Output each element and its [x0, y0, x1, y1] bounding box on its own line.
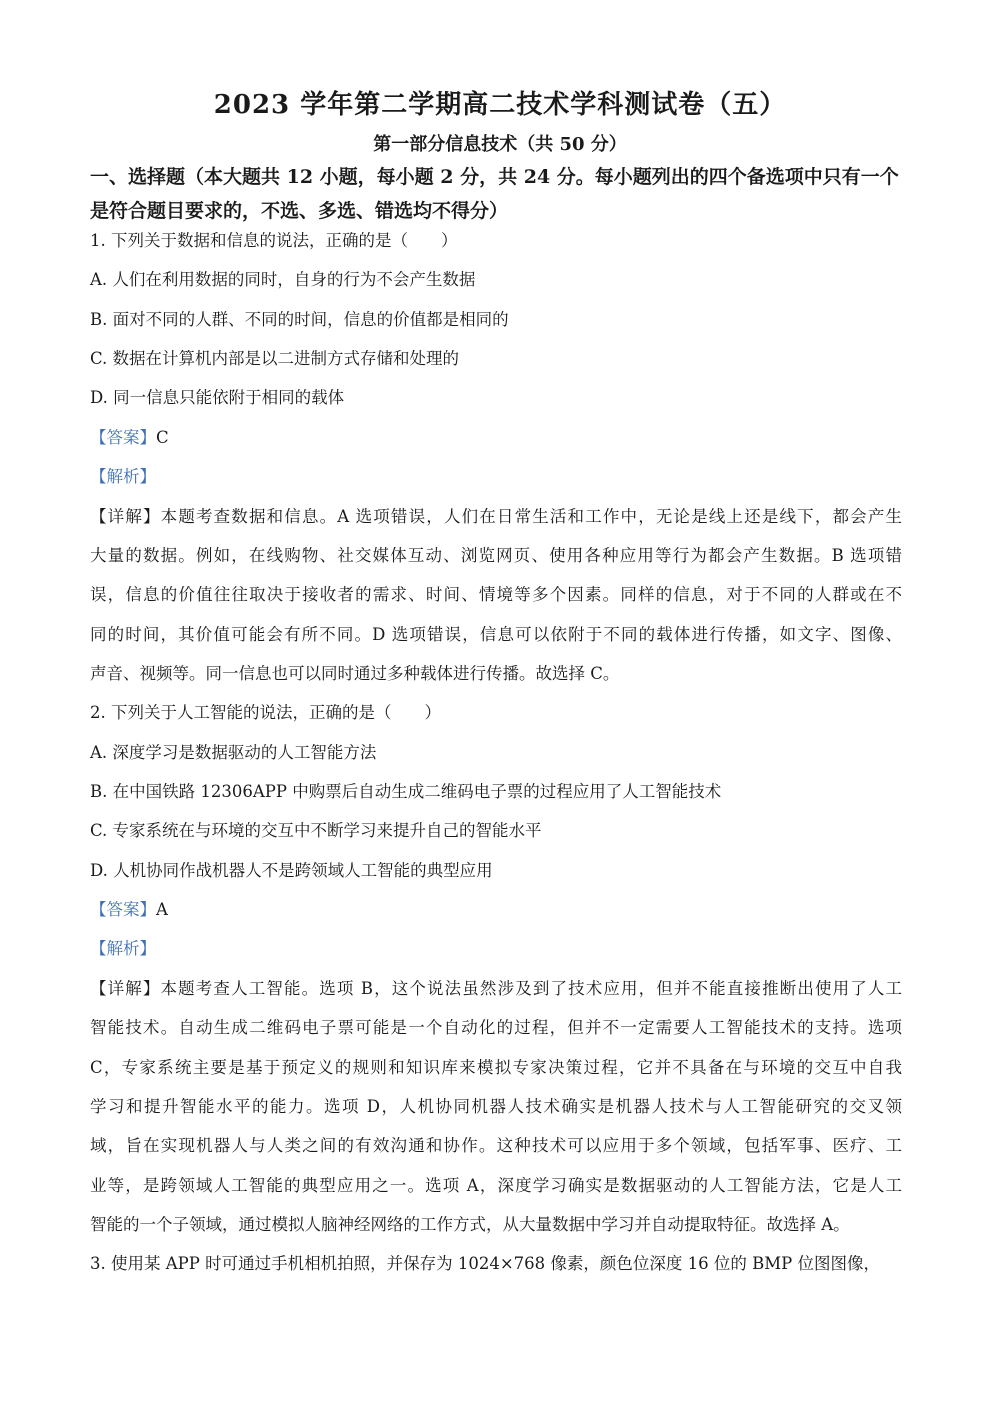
question-2-detail-line: 【详解】本题考查人工智能。选项 B，这个说法虽然涉及到了技术应用，但并不能直接推断出使用了人工 — [90, 979, 902, 998]
section-heading: 一、选择题（本大题共 12 小题，每小题 2 分，共 24 分。每小题列出的四个备选项中只有一个是符合题目要求的，不选、多选、错选均不得分） — [90, 166, 899, 222]
answer-value: A — [156, 900, 168, 919]
question-1-analysis-tag: 【解析】 — [90, 467, 156, 486]
question-1-answer — [90, 427, 169, 449]
part-subtitle: 第一部分信息技术（共 50 分） — [373, 134, 627, 155]
question-2-detail-line: 智能的一个子领域，通过模拟人脑神经网络的工作方式，从大量数据中学习并自动提取特征。故选择 A。 — [90, 1215, 850, 1234]
question-2-option-c: C. 专家系统在与环境的交互中不断学习来提升自己的智能水平 — [90, 821, 542, 840]
question-1-detail-line: 同的时间，其价值可能会有所不同。D 选项错误，信息可以依附于不同的载体进行传播，如文字、图像、 — [90, 625, 902, 644]
question-2-option-a: A. 深度学习是数据驱动的人工智能方法 — [90, 743, 377, 762]
question-1-option-d: D. 同一信息只能依附于相同的载体 — [90, 388, 345, 407]
exam-title: 2023 学年第二学期高二技术学科测试卷（五） — [213, 90, 787, 120]
question-2-detail-line: C，专家系统主要是基于预定义的规则和知识库来模拟专家决策过程，它并不具备在与环境的交互中自我 — [90, 1058, 902, 1077]
question-2-detail-line: 业等，是跨领域人工智能的典型应用之一。选项 A，深度学习确实是数据驱动的人工智能方法，它是人工 — [90, 1176, 902, 1195]
question-2-detail-line: 学习和提升智能水平的能力。选项 D，人机协同机器人技术确实是机器人技术与人工智能研究的交叉领 — [90, 1097, 902, 1116]
answer-tag: 【答案】 — [90, 900, 156, 919]
question-2-analysis-tag: 【解析】 — [90, 939, 156, 958]
question-1-option-c: C. 数据在计算机内部是以二进制方式存储和处理的 — [90, 349, 460, 368]
answer-value: C — [156, 428, 169, 447]
question-1-stem: 1. 下列关于数据和信息的说法，正确的是（ ） — [90, 231, 458, 250]
question-2-stem: 2. 下列关于人工智能的说法，正确的是（ ） — [90, 703, 441, 722]
question-1-detail-line: 【详解】本题考查数据和信息。A 选项错误，人们在日常生活和工作中，无论是线上还是线下，都会产生 — [90, 507, 902, 526]
answer-tag: 【答案】 — [90, 428, 156, 447]
question-2-option-b: B. 在中国铁路 12306APP 中购票后自动生成二维码电子票的过程应用了人工智能技术 — [90, 782, 722, 801]
question-1-detail-line: 声音、视频等。同一信息也可以同时通过多种载体进行传播。故选择 C。 — [90, 664, 620, 683]
question-1-option-b: B. 面对不同的人群、不同的时间，信息的价值都是相同的 — [90, 310, 509, 329]
question-2-detail-line: 域，旨在实现机器人与人类之间的有效沟通和协作。这种技术可以应用于多个领域，包括军事、医疗、工 — [90, 1136, 902, 1155]
question-2-option-d: D. 人机协同作战机器人不是跨领域人工智能的典型应用 — [90, 861, 493, 880]
question-3-stem: 3. 使用某 APP 时可通过手机相机拍照，并保存为 1024×768 像素，颜色位深度 16 位的 BMP 位图图像， — [90, 1254, 880, 1273]
question-2-detail-line: 智能技术。自动生成二维码电子票可能是一个自动化的过程，但并不一定需要人工智能技术的支持。选项 — [90, 1018, 902, 1037]
question-2-answer — [90, 899, 168, 921]
question-1-detail-line: 大量的数据。例如，在线购物、社交媒体互动、浏览网页、使用各种应用等行为都会产生数据。B 选项错 — [90, 546, 902, 565]
question-1-detail-line: 误，信息的价值往往取决于接收者的需求、时间、情境等多个因素。同样的信息，对于不同的人群或在不 — [90, 585, 902, 604]
question-1-option-a: A. 人们在利用数据的同时，自身的行为不会产生数据 — [90, 270, 476, 289]
